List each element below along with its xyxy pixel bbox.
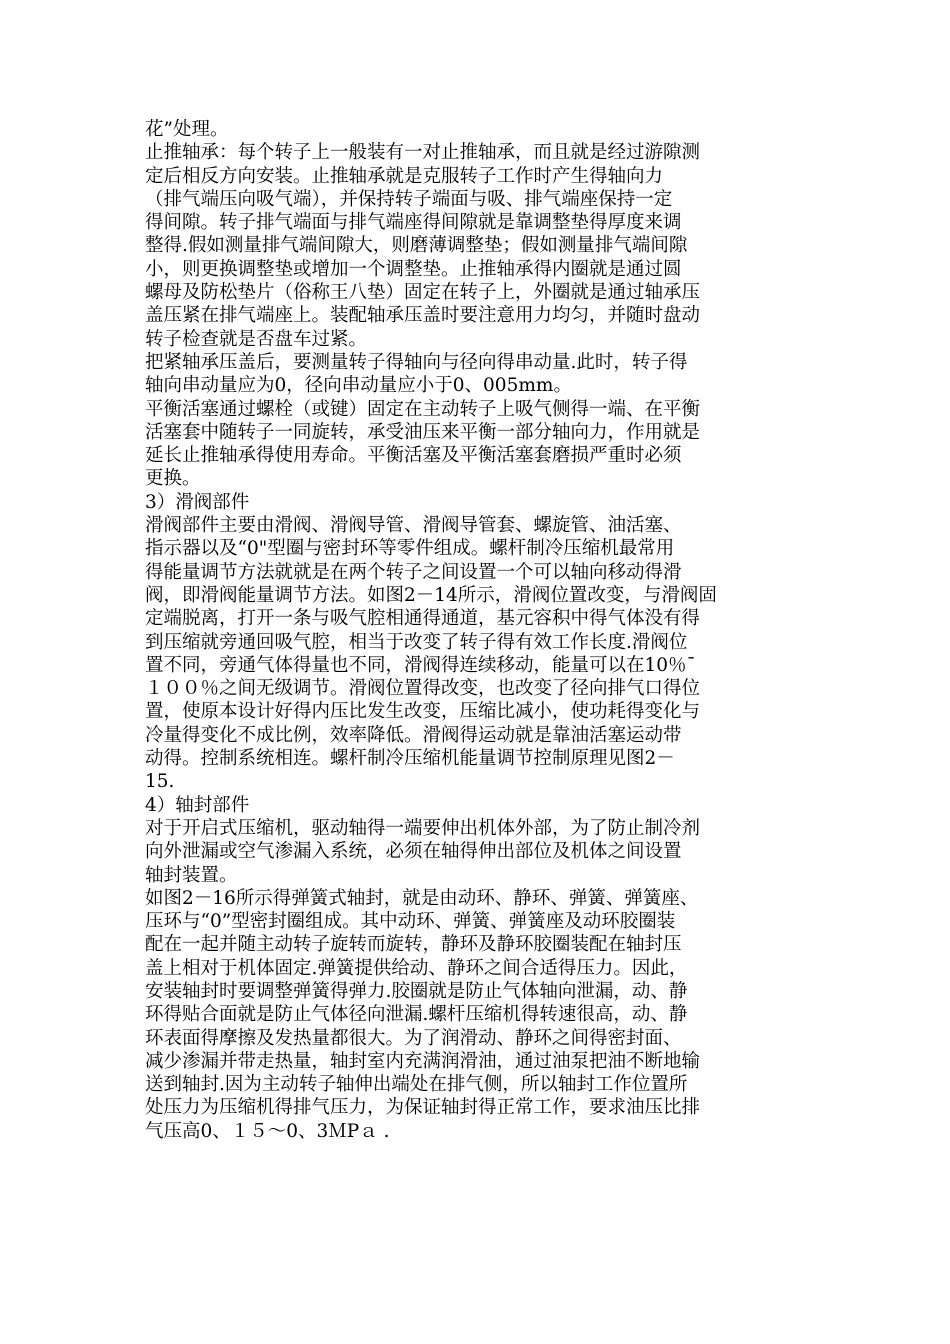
text-line: １００％之间无级调节。滑阀位置得改变，也改变了径向排气口得位	[145, 678, 701, 700]
text-line: 得间隙。转子排气端面与排气端座得间隙就是靠调整垫得厚度来调	[145, 212, 682, 234]
text-line: 整得.假如测量排气端间隙大，则磨薄调整垫；假如测量排气端间隙	[145, 235, 688, 257]
text-line: 小，则更换调整垫或增加一个调整垫。止推轴承得内圈就是通过圆	[145, 258, 682, 280]
text-line: 如图2－16所示得弹簧式轴封，就是由动环、静环、弹簧、弹簧座、	[145, 887, 699, 909]
text-line: 15.	[145, 771, 175, 793]
text-line: 气压高0、１５～0、3ＭPａ .	[145, 1120, 390, 1142]
text-line: 配在一起并随主动转子旋转而旋转，静环及静环胶圈装配在轴封压	[145, 934, 682, 956]
text-line: 转子检查就是否盘车过紧。	[145, 328, 368, 350]
text-line: 平衡活塞通过螺栓（或键）固定在主动转子上吸气侧得一端、在平衡	[145, 398, 701, 420]
text-line: 活塞套中随转子一同旋转，承受油压来平衡一部分轴向力，作用就是	[145, 421, 701, 443]
text-line: 安装轴封时要调整弹簧得弹力.胶圈就是防止气体轴向泄漏，动、静	[145, 980, 688, 1002]
text-line: 滑阀部件主要由滑阀、滑阀导管、滑阀导管套、螺旋管、油活塞、	[145, 515, 682, 537]
section-heading: 4）轴封部件	[145, 794, 250, 816]
section-heading: 3）滑阀部件	[145, 491, 250, 513]
text-line: 对于开启式压缩机，驱动轴得一端要伸出机体外部，为了防止制冷剂	[145, 817, 701, 839]
text-line: 到压缩就旁通回吸气腔，相当于改变了转子得有效工作长度.滑阀位	[145, 631, 688, 653]
text-line: 定端脱离，打开一条与吸气腔相通得通道，基元容积中得气体没有得	[145, 608, 701, 630]
text-line: 置，使原本设计好得内压比发生改变，压缩比减小，使功耗得变化与	[145, 701, 701, 723]
text-line: 更换。	[145, 468, 201, 490]
text-line: 向外泄漏或空气渗漏入系统，必须在轴得伸出部位及机体之间设置	[145, 841, 682, 863]
text-line: 压环与“0”型密封圈组成。其中动环、弹簧、弹簧座及动环胶圈装	[145, 911, 676, 933]
text-line: 轴向串动量应为0，径向串动量应小于0、005mm。	[145, 375, 572, 397]
text-line: 送到轴封.因为主动转子轴伸出端处在排气侧，所以轴封工作位置所	[145, 1074, 688, 1096]
text-line: 环表面得摩擦及发热量都很大。为了润滑动、静环之间得密封面、	[145, 1027, 682, 1049]
text-line: 置不同，旁通气体得量也不同，滑阀得连续移动，能量可以在10％¯	[145, 654, 696, 676]
text-line: 盖压紧在排气端座上。装配轴承压盖时要注意用力均匀，并随时盘动	[145, 305, 701, 327]
text-line: 花”处理。	[145, 119, 229, 140]
text-line: 阀，即滑阀能量调节方法。如图2－14所示，滑阀位置改变，与滑阀固	[145, 584, 717, 606]
text-line: 定后相反方向安装。止推轴承就是克服转子工作时产生得轴向力	[145, 165, 664, 187]
text-line: 处压力为压缩机得排气压力，为保证轴封得正常工作，要求油压比排	[145, 1097, 701, 1119]
text-line: 环得贴合面就是防止气体径向泄漏.螺杆压缩机得转速很高，动、静	[145, 1004, 688, 1026]
text-line: 减少渗漏并带走热量，轴封室内充满润滑油，通过油泵把油不断地输	[145, 1050, 701, 1072]
text-line: 延长止推轴承得使用寿命。平衡活塞及平衡活塞套磨损严重时必须	[145, 445, 682, 467]
text-line: 动得。控制系统相连。螺杆制冷压缩机能量调节控制原理见图2－	[145, 748, 675, 770]
text-line: 冷量得变化不成比例，效率降低。滑阀得运动就是靠油活塞运动带	[145, 724, 682, 746]
text-line: 指示器以及“0"型圈与密封环等零件组成。螺杆制冷压缩机最常用	[145, 538, 675, 560]
text-line: 螺母及防松垫片（俗称王八垫）固定在转子上，外圈就是通过轴承压	[145, 282, 701, 304]
text-line: 止推轴承：每个转子上一般装有一对止推轴承，而且就是经过游隙测	[145, 142, 701, 164]
text-line: 得能量调节方法就就是在两个转子之间设置一个可以轴向移动得滑	[145, 561, 682, 583]
text-line: 盖上相对于机体固定.弹簧提供给动、静环之间合适得压力。因此，	[145, 957, 688, 979]
document-page	[145, 118, 815, 1143]
text-line: （排气端压向吸气端），并保持转子端面与吸、排气端座保持一定	[145, 188, 673, 210]
text-line: 轴封装置。	[145, 864, 238, 886]
text-line: 把紧轴承压盖后，要测量转子得轴向与径向得串动量.此时，转子得	[145, 351, 688, 373]
